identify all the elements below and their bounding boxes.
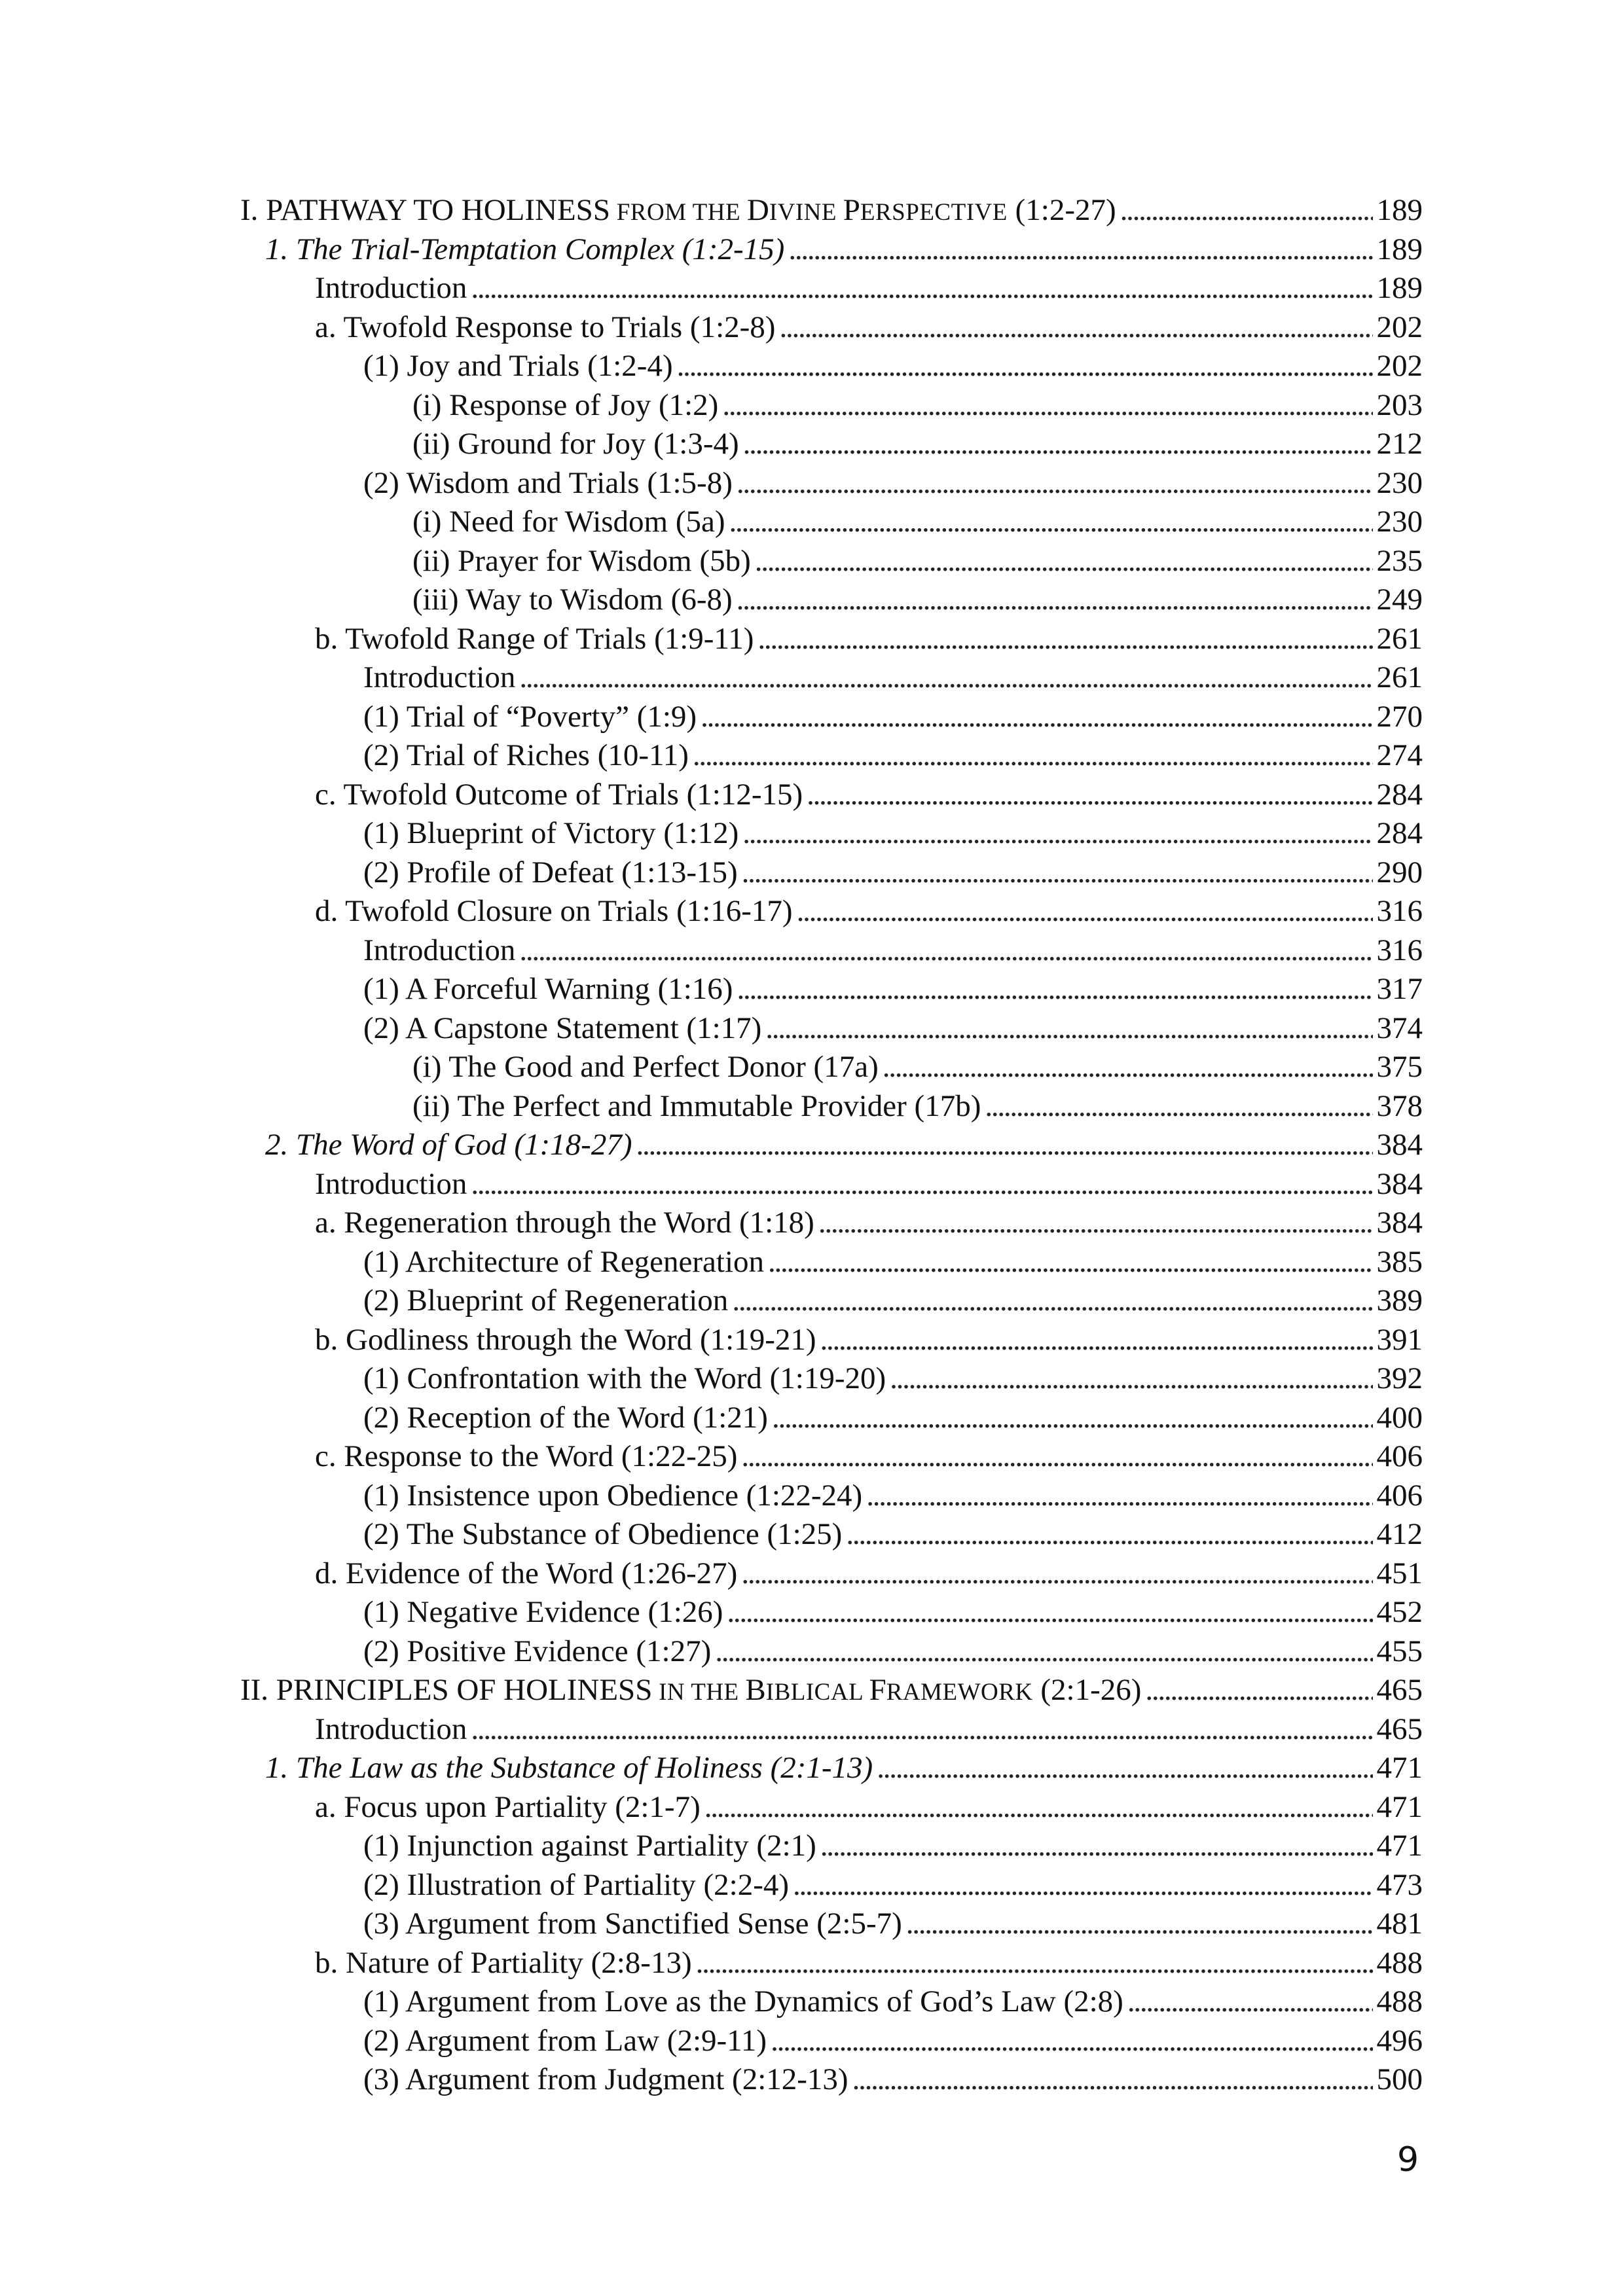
dot-leader [732,1282,1372,1321]
toc-entry-title [240,191,1116,230]
toc-page-number: 481 [1376,1907,1423,1941]
toc-entry-title [240,1671,1141,1710]
toc-page-number: 316 [1376,933,1423,967]
toc-entry [240,1204,1423,1243]
toc-entry [240,698,1423,737]
toc-page-number: 452 [1376,1595,1423,1629]
toc-title-segment: II. PRINCIPLES OF HOLINESS [240,1673,653,1707]
toc-page-number: 465 [1376,1712,1423,1746]
toc-page-number: 189 [1376,271,1423,305]
toc-page-number: 230 [1376,465,1423,500]
toc-entry-title: (2) Blueprint of Regeneration [363,1283,729,1318]
dot-leader [722,386,1372,425]
toc-page-number: 384 [1376,1166,1423,1201]
dot-leader [715,1632,1372,1672]
toc-entry-title: a. Regeneration through the Word (1:18) [315,1206,814,1240]
dot-leader [793,1866,1372,1905]
dot-leader [807,776,1372,815]
toc-part-heading [240,1671,1423,1710]
toc-entry-title: (2) Reception of the Word (1:21) [363,1400,768,1435]
toc-title-segment: RAMEWORK [886,1679,1033,1706]
dot-leader [797,892,1373,931]
toc-page-number: 488 [1376,1984,1423,2018]
toc-entry-title: (1) Insistence upon Obedience (1:22-24) [363,1478,863,1513]
toc-entry [240,269,1423,308]
toc-page-number: 235 [1376,543,1423,578]
toc-title-segment: B [745,1673,766,1707]
toc-entry [240,1477,1423,1516]
toc-entry [240,1632,1423,1672]
toc-entry [240,1710,1423,1749]
toc-page-number: 455 [1376,1634,1423,1668]
dot-leader [737,970,1372,1009]
dot-leader [883,1048,1373,1087]
toc-page-number: 189 [1376,232,1423,266]
dot-leader [519,658,1372,698]
toc-page-number: 496 [1376,2023,1423,2058]
toc-entry-title: (i) Response of Joy (1:2) [412,387,719,422]
toc-page-number: 465 [1376,1673,1423,1707]
toc-entry-title: Introduction [363,933,516,967]
toc-entry [240,1321,1423,1360]
toc-entry [240,736,1423,776]
toc-page-number: 473 [1376,1867,1423,1902]
toc-entry-title: (i) Need for Wisdom (5a) [412,505,725,539]
toc-page-number: 384 [1376,1128,1423,1162]
toc-title-segment: P [843,193,860,227]
toc-title-segment: (2:1-26) [1032,1673,1142,1707]
toc-entry [240,1827,1423,1866]
toc-entry [240,1554,1423,1594]
dot-leader [846,1515,1372,1554]
toc-page-number: 261 [1376,621,1423,656]
toc-section-heading [240,230,1423,270]
toc-entry [240,1282,1423,1321]
dot-leader [471,269,1372,308]
toc-entry [240,1515,1423,1554]
toc-entry-title: (ii) The Perfect and Immutable Provider (17b) [412,1088,981,1123]
dot-leader [729,503,1373,542]
toc-entry-title: (1) Confrontation with the Word (1:19-20) [363,1361,886,1395]
toc-entry [240,620,1423,659]
dot-leader [737,581,1373,620]
dot-leader [852,2060,1373,2100]
toc-entry-title: (i) The Good and Perfect Donor (17a) [412,1050,879,1084]
toc-title-segment: F [869,1673,886,1707]
toc-entry [240,2022,1423,2061]
dot-leader [768,1243,1372,1282]
toc-entry [240,1165,1423,1204]
toc-page-number: 471 [1376,1829,1423,1863]
page-number: 9 [1397,2140,1419,2179]
toc-entry-title: (3) Argument from Sanctified Sense (2:5-7) [363,1907,902,1941]
toc-section-heading [240,1749,1423,1788]
dot-leader [890,1359,1372,1399]
dot-leader [779,308,1372,348]
toc-page-number: 202 [1376,349,1423,383]
toc-page-number: 284 [1376,777,1423,812]
toc-entry [240,542,1423,581]
toc-entry-title: Introduction [315,1712,467,1746]
toc-title-segment: I. PATHWAY TO HOLINESS [240,193,610,227]
toc-page-number: 270 [1376,699,1423,734]
toc-page-number: 471 [1376,1751,1423,1785]
toc-entry [240,1437,1423,1477]
toc-entry-title: d. Twofold Closure on Trials (1:16-17) [315,894,793,928]
toc-page-number: 189 [1376,193,1423,227]
dot-leader [757,620,1372,659]
toc-entry [240,1905,1423,1944]
toc-entry [240,1593,1423,1632]
toc-entry [240,1788,1423,1827]
toc-entry-title: Introduction [363,660,516,694]
toc-page-number: 375 [1376,1050,1423,1084]
toc-entry-title: 2. The Word of God (1:18-27) [265,1128,632,1162]
toc-page-number: 471 [1376,1789,1423,1824]
toc-entry-title: b. Twofold Range of Trials (1:9-11) [315,621,754,656]
toc-entry [240,1944,1423,1983]
toc-entry-title: b. Nature of Partiality (2:8-13) [315,1945,692,1980]
dot-leader [818,1204,1373,1243]
toc-page-number: 317 [1376,972,1423,1006]
dot-leader [985,1087,1372,1126]
dot-leader [877,1749,1372,1788]
toc-page-number: 384 [1376,1206,1423,1240]
toc-entry [240,1087,1423,1126]
toc-page-number: 406 [1376,1478,1423,1513]
toc-entry-title: Introduction [315,271,467,305]
toc-entry-title: c. Response to the Word (1:22-25) [315,1439,738,1473]
dot-leader [820,1321,1373,1360]
toc-title-segment: ERSPECTIVE [860,199,1008,226]
toc-title-segment: IVINE [769,199,843,226]
dot-leader [772,1399,1373,1438]
toc-entry [240,347,1423,386]
toc-entry [240,931,1423,971]
toc-page-number: 412 [1376,1517,1423,1551]
toc-entry-title: a. Twofold Response to Trials (1:2-8) [315,310,776,344]
toc-entry-title: (ii) Ground for Joy (1:3-4) [412,427,739,461]
toc-page-number: 230 [1376,505,1423,539]
toc-entry-title: (2) A Capstone Statement (1:17) [363,1011,762,1045]
toc-entry [240,386,1423,425]
dot-leader [1145,1671,1372,1710]
dot-leader [693,736,1373,776]
toc-entry-title: (1) Trial of “Poverty” (1:9) [363,699,697,734]
toc-entry-title: c. Twofold Outcome of Trials (1:12-15) [315,777,803,812]
toc-entry [240,2060,1423,2100]
dot-leader [788,230,1372,270]
toc-entry [240,464,1423,503]
toc-part-heading [240,191,1423,230]
toc-page-number: 290 [1376,855,1423,889]
dot-leader [727,1593,1372,1632]
dot-leader [701,698,1372,737]
toc-entry-title: (1) Argument from Love as the Dynamics of God’s Law (2:8) [363,1984,1123,2018]
dot-leader [741,1554,1372,1594]
toc-page-number: 389 [1376,1283,1423,1318]
toc-entry [240,658,1423,698]
dot-leader [866,1477,1372,1516]
toc-page-number: 378 [1376,1088,1423,1123]
dot-leader [906,1905,1373,1944]
toc-entry-title: (2) Trial of Riches (10-11) [363,738,689,772]
toc-page-number: 249 [1376,583,1423,617]
toc-entry-title: (1) A Forceful Warning (1:16) [363,972,733,1006]
toc-entry-title: (2) Illustration of Partiality (2:2-4) [363,1867,790,1902]
toc-entry [240,1399,1423,1438]
dot-leader [742,814,1372,853]
toc-entry [240,1048,1423,1087]
toc-page-number: 488 [1376,1945,1423,1980]
dot-leader [771,2022,1372,2061]
toc-page-number: 374 [1376,1011,1423,1045]
toc-entry-title: Introduction [315,1166,467,1201]
dot-leader [636,1126,1373,1165]
toc-entry-title: 1. The Trial-Temptation Complex (1:2-15) [265,232,785,266]
toc-page-number: 212 [1376,427,1423,461]
toc-entry-title: (2) Wisdom and Trials (1:5-8) [363,465,733,500]
dot-leader [741,1437,1372,1477]
toc-entry [240,1359,1423,1399]
toc-entry [240,581,1423,620]
toc-page-number: 406 [1376,1439,1423,1473]
dot-leader [471,1165,1372,1204]
dot-leader [677,347,1373,386]
dot-leader [765,1009,1372,1049]
toc-page-number: 274 [1376,738,1423,772]
toc-entry [240,853,1423,893]
table-of-contents [240,191,1423,2100]
toc-entry-title: (1) Architecture of Regeneration [363,1244,765,1279]
toc-title-segment: FROM THE [610,199,747,226]
toc-entry-title: (2) The Substance of Obedience (1:25) [363,1517,843,1551]
toc-title-segment: IBLICAL [765,1679,869,1706]
toc-entry [240,892,1423,931]
toc-entry-title: (2) Positive Evidence (1:27) [363,1634,712,1668]
dot-leader [471,1710,1372,1749]
toc-page-number: 400 [1376,1400,1423,1435]
toc-entry [240,425,1423,464]
toc-entry-title: b. Godliness through the Word (1:19-21) [315,1322,816,1357]
toc-entry-title: (iii) Way to Wisdom (6-8) [412,583,733,617]
dot-leader [1127,1982,1373,2022]
toc-page-number: 203 [1376,387,1423,422]
toc-page-number: 261 [1376,660,1423,694]
toc-entry-title: (2) Argument from Law (2:9-11) [363,2023,767,2058]
toc-entry [240,1009,1423,1049]
dot-leader [820,1827,1373,1866]
dot-leader [696,1944,1373,1983]
toc-page-number: 500 [1376,2062,1423,2096]
toc-page-number: 391 [1376,1322,1423,1357]
toc-entry-title: (1) Joy and Trials (1:2-4) [363,349,673,383]
toc-page-number: 392 [1376,1361,1423,1395]
toc-entry [240,503,1423,542]
toc-entry-title: (3) Argument from Judgment (2:12-13) [363,2062,848,2096]
toc-entry-title: (1) Negative Evidence (1:26) [363,1595,723,1629]
toc-entry [240,814,1423,853]
toc-page-number: 451 [1376,1556,1423,1590]
toc-entry [240,1982,1423,2022]
toc-page-number: 284 [1376,816,1423,850]
dot-leader [742,853,1373,893]
toc-title-segment: (1:2-27) [1007,193,1116,227]
toc-page-number: 316 [1376,894,1423,928]
toc-page-number: 385 [1376,1244,1423,1279]
toc-entry-title: (1) Blueprint of Victory (1:12) [363,816,739,850]
toc-title-segment: D [746,193,769,227]
dot-leader [737,464,1373,503]
toc-title-segment: IN THE [652,1679,746,1706]
toc-entry [240,776,1423,815]
dot-leader [704,1788,1373,1827]
toc-entry [240,308,1423,348]
dot-leader [519,931,1372,971]
toc-entry-title: (ii) Prayer for Wisdom (5b) [412,543,751,578]
toc-entry-title: 1. The Law as the Substance of Holiness (2:1-13) [265,1751,873,1785]
toc-section-heading [240,1126,1423,1165]
toc-entry [240,1866,1423,1905]
toc-entry [240,1243,1423,1282]
toc-page-number: 202 [1376,310,1423,344]
toc-entry-title: d. Evidence of the Word (1:26-27) [315,1556,738,1590]
toc-entry-title: a. Focus upon Partiality (2:1-7) [315,1789,701,1824]
toc-entry-title: (1) Injunction against Partiality (2:1) [363,1829,816,1863]
toc-entry-title: (2) Profile of Defeat (1:13-15) [363,855,738,889]
dot-leader [755,542,1373,581]
toc-entry [240,970,1423,1009]
dot-leader [743,425,1373,464]
dot-leader [1120,191,1373,230]
